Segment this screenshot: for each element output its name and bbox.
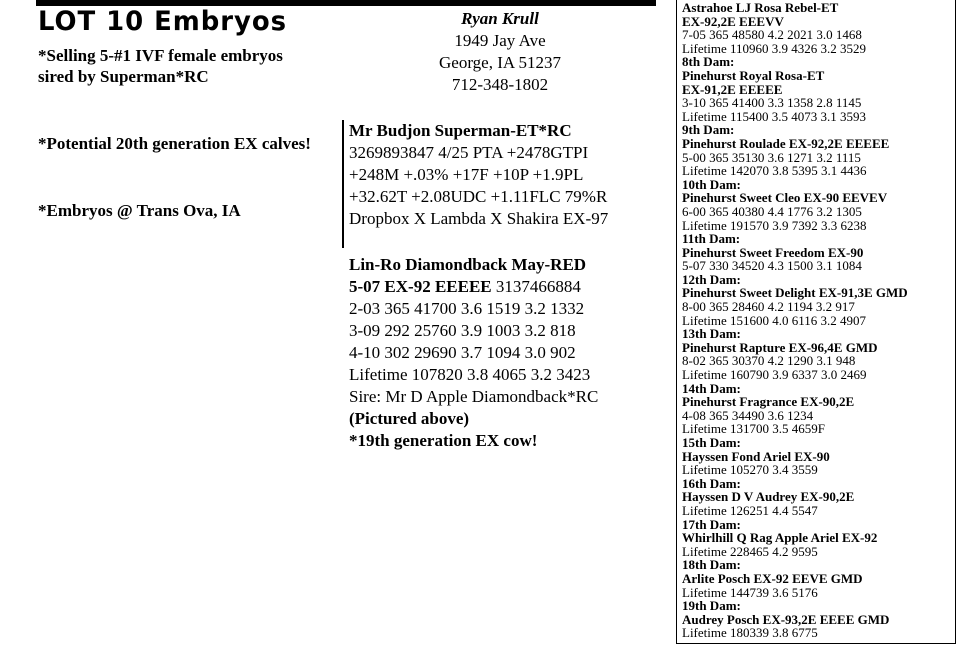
pedigree-record: Lifetime 105270 3.4 3559 [682, 462, 818, 478]
pedigree-record: 4-08 365 34490 3.6 1234 [682, 407, 814, 423]
sire-info [342, 120, 649, 248]
dam-record: 4-10 302 29690 3.7 1094 3.0 902 [349, 343, 576, 362]
embryo-location-note: *Embryos @ Trans Ova, IA [38, 201, 241, 220]
dam-record: 3-09 292 25760 3.9 1003 3.2 818 [349, 321, 576, 340]
pedigree-dam-name: Astrahoe LJ Rosa Rebel-ET [682, 0, 839, 15]
maternal-pedigree-box [676, 0, 956, 644]
pedigree-generation-label: 12th Dam: [682, 271, 741, 287]
pedigree-dam-name: Hayssen D V Audrey EX-90,2E [682, 489, 855, 505]
pedigree-entry [682, 599, 951, 640]
pedigree-generation-label: 11th Dam: [682, 231, 741, 247]
pedigree-record: Lifetime 180339 3.8 6775 [682, 625, 818, 641]
dam-name: Lin-Ro Diamondback May-RED [349, 255, 587, 274]
pedigree-generation-label: 10th Dam: [682, 176, 741, 192]
selling-description [38, 45, 283, 87]
pedigree-record: Lifetime 151600 4.0 6116 3.2 4907 [682, 312, 867, 328]
pedigree-entry [682, 1, 951, 55]
pedigree-record: Lifetime 110960 3.9 4326 3.2 3529 [682, 40, 867, 56]
pedigree-record: Lifetime 191570 3.9 7392 3.3 6238 [682, 217, 867, 233]
dam-classification: 5-07 EX-92 EEEEE [349, 277, 492, 296]
pedigree-entry [682, 436, 951, 477]
pedigree-entry [682, 518, 951, 559]
pedigree-generation-label: 9th Dam: [682, 122, 735, 138]
pedigree-dam-name: Pinehurst Fragrance EX-90,2E [682, 394, 855, 410]
pedigree-record: 8-00 365 28460 4.2 1194 3.2 917 [682, 299, 855, 315]
pedigree-record: Lifetime 160790 3.9 6337 3.0 2469 [682, 367, 867, 383]
pedigree-record: Lifetime 228465 4.2 9595 [682, 543, 818, 559]
pedigree-generation-label: 18th Dam: [682, 557, 741, 573]
dam-record: 2-03 365 41700 3.6 1519 3.2 1332 [349, 299, 585, 318]
pedigree-entry [682, 178, 951, 232]
pedigree-generation-label: 8th Dam: [682, 54, 735, 70]
pedigree-dam-name: Whirlhill Q Rag Apple Ariel EX-92 [682, 530, 878, 546]
sire-name: Mr Budjon Superman-ET*RC [349, 121, 572, 140]
pedigree-dam-name: Pinehurst Sweet Freedom EX-90 [682, 244, 864, 260]
selling-line-2: sired by Superman*RC [38, 67, 209, 86]
pedigree-dam-name: Pinehurst Roulade EX-92,2E EEEEE [682, 135, 890, 151]
consignor-city: George, IA 51237 [439, 53, 561, 72]
sire-line-3: +32.62T +2.08UDC +1.11FLC 79%R [349, 187, 608, 206]
pedigree-dam-name: Pinehurst Sweet Delight EX-91,3E GMD [682, 285, 908, 301]
dam-pictured-note: (Pictured above) [349, 409, 470, 428]
pedigree-generation-label: 17th Dam: [682, 516, 741, 532]
pedigree-record: 7-05 365 48580 4.2 2021 3.0 1468 [682, 27, 862, 43]
pedigree-classification: EX-92,2E EEEVV [682, 13, 784, 29]
sire-line-2: +248M +.03% +17F +10P +1.9PL [349, 165, 584, 184]
consignor-street: 1949 Jay Ave [454, 31, 546, 50]
pedigree-record: 3-10 365 41400 3.3 1358 2.8 1145 [682, 95, 862, 111]
consignor-phone: 712-348-1802 [451, 75, 549, 94]
lot-title: LOT 10 Embryos [38, 6, 288, 37]
dam-registration: 3137466884 [495, 277, 581, 296]
pedigree-record: 8-02 365 30370 4.2 1290 3.1 948 [682, 353, 856, 369]
pedigree-entry [682, 558, 951, 599]
pedigree-dam-name: Arlite Posch EX-92 EEVE GMD [682, 570, 863, 586]
dam-classification-line [349, 276, 649, 298]
pedigree-dam-name: Audrey Posch EX-93,2E EEEE GMD [682, 611, 890, 627]
pedigree-record: Lifetime 115400 3.5 4073 3.1 3593 [682, 108, 867, 124]
pedigree-dam-name: Pinehurst Sweet Cleo EX-90 EEVEV [682, 190, 888, 206]
pedigree-record: Lifetime 131700 3.5 4659F [682, 421, 825, 437]
potential-note: *Potential 20th generation EX calves! [38, 134, 311, 153]
dam-generation-note: *19th generation EX cow! [349, 431, 538, 450]
pedigree-dam-name: Hayssen Fond Ariel EX-90 [682, 448, 830, 464]
pedigree-classification: EX-91,2E EEEEE [682, 81, 783, 97]
pedigree-entry [682, 55, 951, 123]
pedigree-record: Lifetime 144739 3.6 5176 [682, 584, 818, 600]
pedigree-dam-name: Pinehurst Rapture EX-96,4E GMD [682, 339, 878, 355]
pedigree-generation-label: 19th Dam: [682, 598, 741, 614]
sire-line-4: Dropbox X Lambda X Shakira EX-97 [349, 209, 609, 228]
pedigree-generation-label: 15th Dam: [682, 435, 741, 450]
dam-lifetime: Lifetime 107820 3.8 4065 3.2 3423 [349, 365, 591, 384]
pedigree-entry [682, 327, 951, 381]
sire-line-1: 3269893847 4/25 PTA +2478GTPI [349, 143, 589, 162]
pedigree-generation-label: 13th Dam: [682, 326, 741, 342]
pedigree-record: Lifetime 142070 3.8 5395 3.1 4436 [682, 163, 867, 179]
pedigree-record: 5-00 365 35130 3.6 1271 3.2 1115 [682, 149, 861, 165]
pedigree-entry [682, 123, 951, 177]
pedigree-entry [682, 273, 951, 327]
pedigree-entry [682, 232, 951, 273]
pedigree-generation-label: 14th Dam: [682, 380, 741, 396]
selling-line-1: *Selling 5-#1 IVF female embryos [38, 46, 283, 65]
pedigree-record: 5-07 330 34520 4.3 1500 3.1 1084 [682, 258, 862, 274]
pedigree-record: Lifetime 126251 4.4 5547 [682, 502, 818, 518]
pedigree-record: 6-00 365 40380 4.4 1776 3.2 1305 [682, 203, 862, 219]
consignor-name: Ryan Krull [461, 9, 539, 28]
pedigree-generation-label: 16th Dam: [682, 475, 741, 491]
pedigree-dam-name: Pinehurst Royal Rosa-ET [682, 67, 825, 83]
dam-info [349, 254, 649, 452]
pedigree-entry [682, 477, 951, 518]
pedigree-entry [682, 382, 951, 436]
consignor-contact [425, 8, 575, 96]
dam-sire: Sire: Mr D Apple Diamondback*RC [349, 387, 599, 406]
